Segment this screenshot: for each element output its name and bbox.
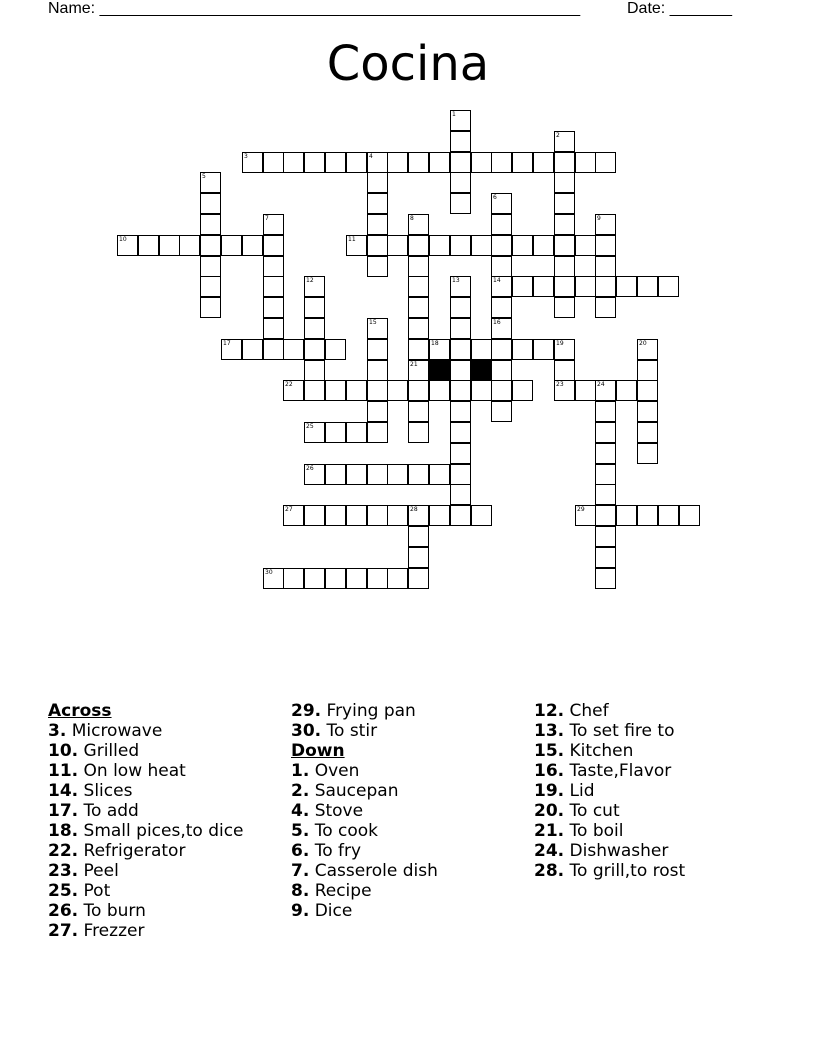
clue-number: 5 [202, 173, 206, 180]
crossword-cell[interactable] [491, 380, 512, 401]
clue-across: 17. To add [48, 801, 139, 821]
crossword-cell[interactable] [450, 193, 471, 214]
crossword-cell[interactable] [471, 339, 492, 360]
crossword-cell[interactable] [595, 152, 616, 173]
crossword-cell[interactable] [471, 235, 492, 256]
crossword-cell[interactable] [367, 360, 388, 381]
crossword-cell[interactable] [408, 276, 429, 297]
crossword-cell[interactable] [325, 380, 346, 401]
crossword-cell[interactable] [429, 505, 450, 526]
clue-across: 22. Refrigerator [48, 841, 186, 861]
clue-number: 18 [431, 340, 439, 347]
clue-number: 21 [410, 361, 418, 368]
crossword-cell[interactable] [429, 235, 450, 256]
crossword-cell[interactable] [387, 235, 408, 256]
clue-number: 26 [306, 465, 314, 472]
clue-down: 13. To set fire to [534, 721, 675, 741]
clue-column-1 [48, 703, 244, 943]
clue-number: 4 [369, 153, 373, 160]
crossword-cell[interactable] [367, 422, 388, 443]
clue-number: 29 [577, 506, 585, 513]
crossword-cell[interactable] [512, 339, 533, 360]
crossword-cell[interactable] [637, 360, 658, 381]
crossword-cell[interactable] [554, 172, 575, 193]
crossword-cell[interactable] [138, 235, 159, 256]
crossword-cell[interactable] [533, 152, 554, 173]
crossword-cell[interactable] [367, 380, 388, 401]
crossword-cell[interactable] [200, 193, 221, 214]
crossword-cell[interactable] [367, 505, 388, 526]
crossword-cell[interactable] [283, 152, 304, 173]
crossword-cell[interactable] [595, 526, 616, 547]
crossword-cell[interactable] [554, 297, 575, 318]
crossword-cell[interactable] [491, 360, 512, 381]
crossword-cell[interactable] [595, 464, 616, 485]
clue-number: 1 [452, 111, 456, 118]
crossword-cell[interactable] [367, 401, 388, 422]
crossword-cell[interactable] [387, 152, 408, 173]
crossword-cell[interactable] [595, 401, 616, 422]
clue-across: 26. To burn [48, 901, 146, 921]
crossword-cell[interactable] [637, 422, 658, 443]
crossword-cell[interactable] [512, 276, 533, 297]
crossword-cell[interactable] [304, 380, 325, 401]
clue-down: 5. To cook [291, 821, 378, 841]
clue-across: 3. Microwave [48, 721, 163, 741]
crossword-cell[interactable] [221, 235, 242, 256]
crossword-cell[interactable] [512, 235, 533, 256]
crossword-cell[interactable] [429, 464, 450, 485]
crossword-cell[interactable] [512, 152, 533, 173]
crossword-cell[interactable] [491, 401, 512, 422]
crossword-cell[interactable] [533, 276, 554, 297]
clue-number: 28 [410, 506, 418, 513]
clue-down: 2. Saucepan [291, 781, 399, 801]
crossword-cell[interactable] [387, 505, 408, 526]
crossword-cell[interactable] [304, 339, 325, 360]
clue-across: 29. Frying pan [291, 701, 416, 721]
crossword-cell[interactable] [595, 235, 616, 256]
clue-down: 6. To fry [291, 841, 362, 861]
crossword-cell[interactable] [450, 380, 471, 401]
crossword-cell[interactable] [304, 152, 325, 173]
crossword-cell[interactable] [637, 401, 658, 422]
clue-down: 20. To cut [534, 801, 620, 821]
clue-down: 24. Dishwasher [534, 841, 669, 861]
crossword-cell[interactable] [450, 152, 471, 173]
crossword-cell[interactable] [450, 297, 471, 318]
crossword-cell[interactable] [512, 380, 533, 401]
crossword-cell[interactable] [595, 256, 616, 277]
crossword-cell[interactable] [595, 505, 616, 526]
crossword-cell[interactable] [304, 297, 325, 318]
crossword-cell[interactable] [658, 276, 679, 297]
crossword-cell[interactable] [408, 547, 429, 568]
crossword-cell[interactable] [325, 505, 346, 526]
crossword-cell[interactable] [387, 568, 408, 589]
clue-down: 9. Dice [291, 901, 353, 921]
crossword-cell[interactable] [595, 568, 616, 589]
crossword-cell[interactable] [242, 235, 263, 256]
crossword-cell[interactable] [575, 152, 596, 173]
page-title: Cocina [326, 36, 490, 92]
crossword-cell[interactable] [283, 568, 304, 589]
crossword-cell[interactable] [367, 256, 388, 277]
crossword-cell[interactable] [408, 422, 429, 443]
crossword-cell[interactable] [367, 568, 388, 589]
clue-number: 7 [265, 215, 269, 222]
crossword-cell[interactable] [471, 152, 492, 173]
crossword-cell[interactable] [429, 380, 450, 401]
crossword-cell[interactable] [408, 152, 429, 173]
clue-across: 11. On low heat [48, 761, 186, 781]
crossword-cell[interactable] [637, 380, 658, 401]
crossword-cell[interactable] [491, 235, 512, 256]
name-field: Name: ______________________________________________________ [48, 0, 581, 17]
clue-across: 25. Pot [48, 881, 111, 901]
clue-across: 18. Small pices,to dice [48, 821, 244, 841]
crossword-cell[interactable] [200, 214, 221, 235]
clue-number: 20 [639, 340, 647, 347]
crossword-cell[interactable] [679, 505, 700, 526]
clue-number: 6 [493, 194, 497, 201]
crossword-cell[interactable] [658, 505, 679, 526]
crossword-cell[interactable] [450, 422, 471, 443]
clue-down: 28. To grill,to rost [534, 861, 686, 881]
crossword-cell[interactable] [595, 276, 616, 297]
crossword-cell[interactable] [408, 464, 429, 485]
crossword-cell[interactable] [408, 339, 429, 360]
clue-number: 16 [493, 319, 501, 326]
clue-number: 9 [597, 215, 601, 222]
crossword-cell[interactable] [263, 318, 284, 339]
crossword-cell[interactable] [491, 152, 512, 173]
clue-number: 19 [556, 340, 564, 347]
crossword-cell[interactable] [637, 276, 658, 297]
crossword-cell[interactable] [554, 214, 575, 235]
clue-number: 3 [244, 153, 248, 160]
crossword-cell[interactable] [408, 568, 429, 589]
crossword-cell[interactable] [242, 339, 263, 360]
crossword-cell[interactable] [450, 172, 471, 193]
down-heading: Down [291, 741, 345, 761]
crossword-cell[interactable] [325, 152, 346, 173]
clue-number: 27 [285, 506, 293, 513]
clue-down: 4. Stove [291, 801, 364, 821]
crossword-cell[interactable] [367, 214, 388, 235]
crossword-cell[interactable] [408, 256, 429, 277]
clue-down: 1. Oven [291, 761, 360, 781]
crossword-cell[interactable] [159, 235, 180, 256]
clue-number: 13 [452, 277, 460, 284]
crossword-cell[interactable] [263, 297, 284, 318]
crossword-cell[interactable] [595, 484, 616, 505]
clue-number: 12 [306, 277, 314, 284]
crossword-cell[interactable] [367, 235, 388, 256]
clue-down: 7. Casserole dish [291, 861, 438, 881]
crossword-cell[interactable] [387, 464, 408, 485]
clue-across: 10. Grilled [48, 741, 140, 761]
crossword-cell[interactable] [616, 505, 637, 526]
crossword-cell[interactable] [637, 505, 658, 526]
crossword-cell[interactable] [200, 276, 221, 297]
clue-column-3 [534, 703, 685, 883]
clue-number: 15 [369, 319, 377, 326]
crossword-cell[interactable] [283, 339, 304, 360]
crossword-cell[interactable] [533, 235, 554, 256]
crossword-cell[interactable] [637, 443, 658, 464]
crossword-cell[interactable] [200, 256, 221, 277]
crossword-cell[interactable] [200, 297, 221, 318]
crossword-cell[interactable] [450, 339, 471, 360]
clue-down: 8. Recipe [291, 881, 372, 901]
crossword-cell[interactable] [450, 401, 471, 422]
crossword-cell[interactable] [554, 193, 575, 214]
crossword-cell[interactable] [471, 505, 492, 526]
crossword-cell[interactable] [450, 131, 471, 152]
clue-number: 24 [597, 381, 605, 388]
crossword-cell[interactable] [346, 422, 367, 443]
crossword-cell[interactable] [263, 235, 284, 256]
crossword-cell[interactable] [304, 568, 325, 589]
across-heading: Across [48, 701, 112, 721]
crossword-cell[interactable] [491, 214, 512, 235]
crossword-cell[interactable] [554, 276, 575, 297]
crossword-cell[interactable] [554, 256, 575, 277]
clue-down: 16. Taste,Flavor [534, 761, 672, 781]
clue-column-2 [291, 703, 438, 923]
crossword-cell[interactable] [325, 568, 346, 589]
crossword-cell[interactable] [408, 318, 429, 339]
crossword-cell[interactable] [408, 401, 429, 422]
crossword-black-cell [471, 360, 492, 381]
clue-number: 30 [265, 569, 273, 576]
crossword-cell[interactable] [346, 152, 367, 173]
clue-across: 14. Slices [48, 781, 133, 801]
crossword-cell[interactable] [408, 380, 429, 401]
crossword-cell[interactable] [554, 235, 575, 256]
clue-number: 25 [306, 423, 314, 430]
crossword-cell[interactable] [263, 256, 284, 277]
crossword-cell[interactable] [616, 276, 637, 297]
clue-down: 15. Kitchen [534, 741, 634, 761]
clue-number: 10 [119, 236, 127, 243]
crossword-cell[interactable] [491, 339, 512, 360]
crossword-cell[interactable] [471, 380, 492, 401]
crossword-cell[interactable] [554, 360, 575, 381]
crossword-cell[interactable] [450, 235, 471, 256]
crossword-cell[interactable] [367, 193, 388, 214]
crossword-cell[interactable] [491, 256, 512, 277]
crossword-cell[interactable] [575, 235, 596, 256]
crossword-cell[interactable] [263, 339, 284, 360]
crossword-cell[interactable] [263, 276, 284, 297]
crossword-cell[interactable] [304, 505, 325, 526]
crossword-cell[interactable] [450, 443, 471, 464]
clue-down: 12. Chef [534, 701, 609, 721]
clue-number: 8 [410, 215, 414, 222]
clue-across: 30. To stir [291, 721, 378, 741]
crossword-cell[interactable] [429, 152, 450, 173]
clue-down: 19. Lid [534, 781, 595, 801]
clue-number: 11 [348, 236, 356, 243]
crossword-cell[interactable] [450, 360, 471, 381]
crossword-cell[interactable] [346, 505, 367, 526]
crossword-cell[interactable] [346, 380, 367, 401]
clue-down: 21. To boil [534, 821, 624, 841]
crossword-cell[interactable] [408, 297, 429, 318]
crossword-cell[interactable] [408, 526, 429, 547]
crossword-cell[interactable] [575, 380, 596, 401]
crossword-cell[interactable] [346, 568, 367, 589]
crossword-cell[interactable] [387, 380, 408, 401]
crossword-cell[interactable] [346, 464, 367, 485]
crossword-black-cell [429, 360, 450, 381]
crossword-cell[interactable] [325, 464, 346, 485]
clue-number: 2 [556, 132, 560, 139]
crossword-cell[interactable] [450, 318, 471, 339]
crossword-cell[interactable] [450, 464, 471, 485]
crossword-cell[interactable] [595, 297, 616, 318]
crossword-cell[interactable] [179, 235, 200, 256]
crossword-cell[interactable] [304, 360, 325, 381]
clue-number: 17 [223, 340, 231, 347]
crossword-cell[interactable] [367, 172, 388, 193]
crossword-cell[interactable] [408, 235, 429, 256]
crossword-cell[interactable] [325, 339, 346, 360]
crossword-cell[interactable] [595, 443, 616, 464]
crossword-cell[interactable] [533, 339, 554, 360]
crossword-cell[interactable] [575, 276, 596, 297]
crossword-cell[interactable] [491, 297, 512, 318]
crossword-cell[interactable] [616, 380, 637, 401]
clue-number: 14 [493, 277, 501, 284]
clue-across: 23. Peel [48, 861, 119, 881]
clue-number: 23 [556, 381, 564, 388]
crossword-cell[interactable] [554, 152, 575, 173]
crossword-cell[interactable] [200, 235, 221, 256]
crossword-cell[interactable] [450, 505, 471, 526]
crossword-cell[interactable] [595, 547, 616, 568]
crossword-cell[interactable] [367, 339, 388, 360]
clue-number: 22 [285, 381, 293, 388]
crossword-cell[interactable] [325, 422, 346, 443]
crossword-cell[interactable] [595, 422, 616, 443]
crossword-cell[interactable] [304, 318, 325, 339]
clue-across: 27. Frezzer [48, 921, 145, 941]
crossword-cell[interactable] [450, 484, 471, 505]
crossword-cell[interactable] [367, 464, 388, 485]
date-field: Date: _______ [627, 0, 732, 17]
crossword-cell[interactable] [263, 152, 284, 173]
